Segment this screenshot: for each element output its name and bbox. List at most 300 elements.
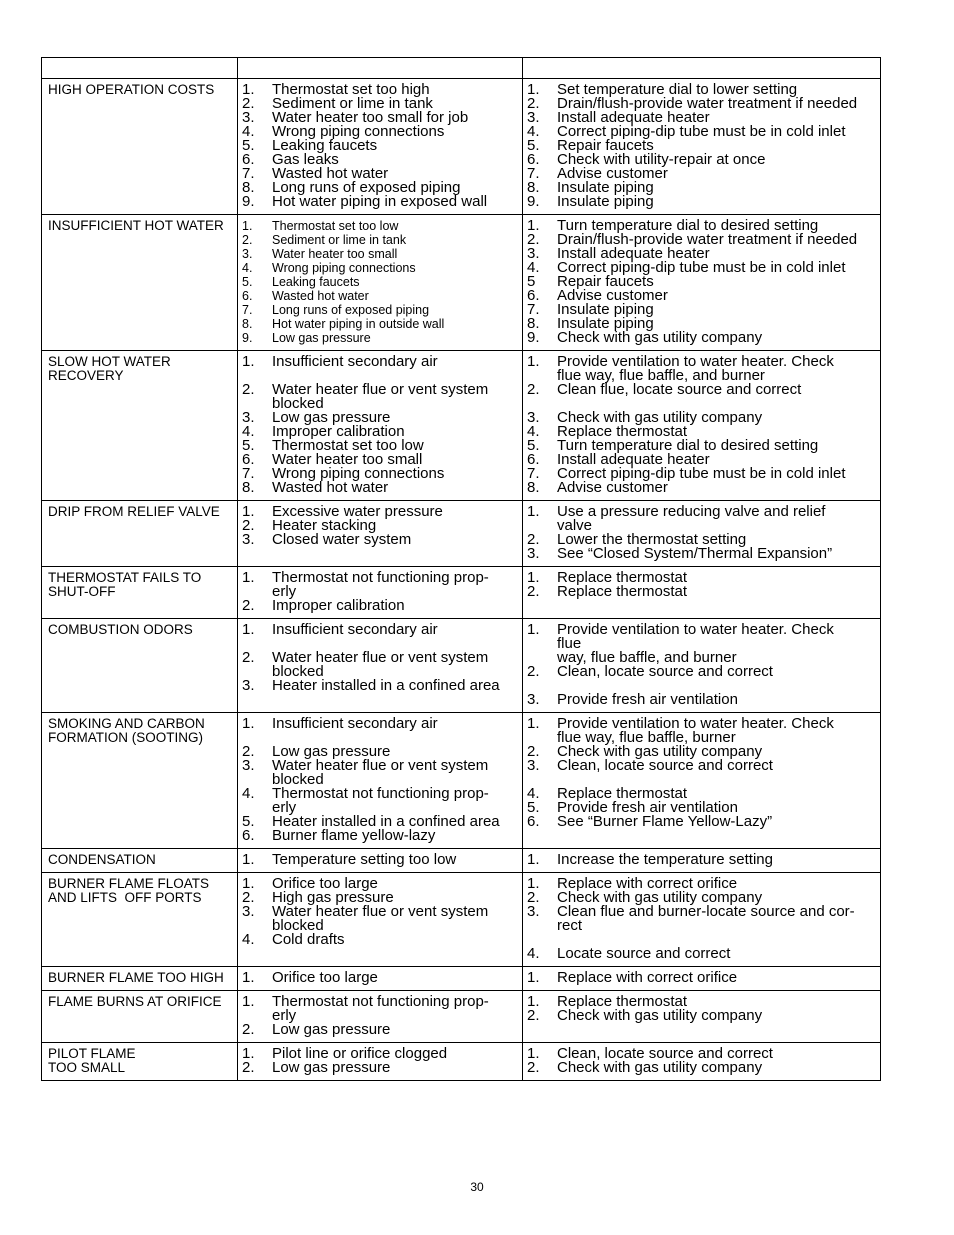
solution-text: way, flue baffle, and burner: [557, 649, 737, 666]
problem-cell: [42, 849, 238, 873]
solution-text: Check with utility-repair at once: [557, 151, 766, 168]
item-number: 3.: [527, 109, 540, 126]
cause-cell: [238, 1043, 523, 1081]
item-number: 1.: [242, 353, 255, 370]
cause-text: Long runs of exposed piping: [272, 303, 430, 317]
table-row: [42, 79, 881, 215]
item-number: 6.: [527, 151, 540, 168]
item-number: 6.: [242, 289, 253, 303]
table-row: [42, 619, 881, 713]
cause-item: [242, 853, 518, 867]
item-number: 6.: [527, 813, 540, 830]
cause-cell: [238, 991, 523, 1043]
item-number: 2.: [242, 889, 255, 906]
item-number: 1.: [527, 217, 540, 234]
problem-cell: [42, 991, 238, 1043]
cause-item: [242, 247, 518, 261]
cause-text: Hot water piping in exposed wall: [272, 193, 488, 210]
item-number: 2.: [242, 1021, 255, 1038]
solution-item: [527, 665, 876, 679]
solution-item: [527, 947, 876, 961]
cause-item: [242, 289, 518, 303]
solution-text: Turn temperature dial to desired setting: [557, 217, 819, 234]
cause-list: [242, 505, 518, 547]
cause-cell: [238, 967, 523, 991]
item-number: 1.: [242, 969, 255, 986]
solution-list: [527, 1047, 876, 1075]
problem-cell: [42, 967, 238, 991]
item-number: 1.: [527, 715, 540, 732]
cause-list: [242, 623, 518, 693]
solution-item: [527, 971, 876, 985]
item-number: 3.: [242, 531, 255, 548]
cause-text: Hot water piping in outside wall: [272, 317, 445, 331]
cause-cell: [238, 501, 523, 567]
item-number: [527, 919, 557, 933]
item-number: 1.: [242, 621, 255, 638]
solution-text: Provide ventilation to water heater. Check: [557, 715, 834, 732]
item-number: 3.: [527, 757, 540, 774]
cause-cell: [238, 849, 523, 873]
problem-label: DRIP FROM RELIEF VALVE: [48, 504, 220, 519]
cause-item: [242, 717, 518, 731]
item-number: 1.: [527, 993, 540, 1010]
cause-text: Thermostat set too high: [272, 81, 430, 98]
item-number: 3.: [242, 677, 255, 694]
solution-cell: [523, 849, 881, 873]
solution-cell: [523, 967, 881, 991]
solution-list: [527, 83, 876, 209]
solution-text: valve: [557, 517, 593, 534]
cause-text: Gas leaks: [272, 151, 339, 168]
item-number: 2.: [527, 583, 540, 600]
solution-list: [527, 877, 876, 961]
table-row: [42, 215, 881, 351]
item-number: 6.: [242, 151, 255, 168]
solution-item: [527, 693, 876, 707]
solution-text: Check with gas utility company: [557, 409, 763, 426]
header-row: [42, 58, 881, 79]
solution-cell: [523, 567, 881, 619]
item-number: 9.: [242, 331, 253, 345]
solution-text: Insulate piping: [557, 179, 654, 196]
cause-item: [242, 533, 518, 547]
solution-text: Repair faucets: [557, 137, 654, 154]
problem-cell: [42, 873, 238, 967]
item-number: 6.: [242, 827, 255, 844]
problem-label: HIGH OPERATION COSTS: [48, 82, 215, 97]
item-number: 3.: [527, 691, 540, 708]
item-number: 4.: [527, 785, 540, 802]
solution-text: Locate source and correct: [557, 945, 731, 962]
item-number: 2.: [242, 95, 255, 112]
cause-text: blocked: [272, 663, 324, 680]
item-number: 9.: [527, 193, 540, 210]
cause-text: Long runs of exposed piping: [272, 179, 461, 196]
cause-text: Thermostat not functioning prop-: [272, 993, 489, 1010]
item-number: 1.: [527, 503, 540, 520]
solution-text: Repair faucets: [557, 273, 654, 290]
problem-cell: [42, 501, 238, 567]
item-number: 4.: [527, 423, 540, 440]
cause-text: Wasted hot water: [272, 165, 389, 182]
item-number: 2.: [527, 1059, 540, 1076]
item-number: 8.: [242, 179, 255, 196]
cause-item: [242, 971, 518, 985]
problem-label: SHUT-OFF: [48, 584, 116, 599]
item-number: 5.: [242, 437, 255, 454]
problem-label: BURNER FLAME TOO HIGH: [48, 970, 224, 985]
page-number: 30: [470, 1180, 484, 1194]
solution-text: Drain/flush-provide water treatment if needed: [557, 95, 858, 112]
item-number: 6.: [527, 287, 540, 304]
header-cell-cause: [238, 58, 523, 79]
solution-text: Provide ventilation to water heater. Check: [557, 621, 834, 638]
cause-item: [242, 355, 518, 369]
solution-item: [527, 759, 876, 773]
cause-text: Cold drafts: [272, 931, 345, 948]
solution-text: Turn temperature dial to desired setting: [557, 437, 819, 454]
cause-text: Improper calibration: [272, 423, 405, 440]
solution-list: [527, 623, 876, 707]
solution-text: Correct piping-dip tube must be in cold inlet: [557, 259, 846, 276]
table-body: [42, 58, 881, 1081]
solution-cell: [523, 991, 881, 1043]
cause-item: [242, 331, 518, 345]
solution-text: rect: [557, 917, 583, 934]
solution-text: Install adequate heater: [557, 451, 710, 468]
item-number: 2.: [527, 889, 540, 906]
cause-text: Closed water system: [272, 531, 412, 548]
item-number: 1.: [527, 851, 540, 868]
table-row: [42, 873, 881, 967]
item-number: 8.: [527, 179, 540, 196]
header-cell-problem: [42, 58, 238, 79]
solution-text: Insulate piping: [557, 193, 654, 210]
solution-text: See “Burner Flame Yellow-Lazy”: [557, 813, 773, 830]
table-row: [42, 501, 881, 567]
item-number: 5.: [242, 813, 255, 830]
problem-label: BURNER FLAME FLOATS: [48, 876, 210, 891]
solution-text: Install adequate heater: [557, 245, 710, 262]
item-number: 5.: [242, 137, 255, 154]
cause-text: Wasted hot water: [272, 289, 369, 303]
cause-text: Water heater flue or vent system: [272, 381, 489, 398]
item-number: 5.: [527, 799, 540, 816]
cause-cell: [238, 713, 523, 849]
cause-list: [242, 995, 518, 1037]
solution-text: Provide ventilation to water heater. Check: [557, 353, 834, 370]
item-number: 1.: [527, 1045, 540, 1062]
table-row: [42, 351, 881, 501]
item-number: 4.: [242, 931, 255, 948]
solution-item: [527, 1061, 876, 1075]
solution-text: Replace thermostat: [557, 993, 688, 1010]
cause-text: Water heater too small: [272, 247, 398, 261]
problem-label: FLAME BURNS AT ORIFICE: [48, 994, 222, 1009]
item-number: [527, 637, 557, 651]
solution-text: Replace with correct orifice: [557, 969, 738, 986]
cause-text: Water heater flue or vent system: [272, 757, 489, 774]
item-number: 1.: [527, 969, 540, 986]
problem-label: THERMOSTAT FAILS TO: [48, 570, 202, 585]
solution-text: Set temperature dial to lower setting: [557, 81, 798, 98]
cause-text: Heater stacking: [272, 517, 377, 534]
cause-text: Thermostat not functioning prop-: [272, 569, 489, 586]
item-number: 1.: [242, 875, 255, 892]
cause-item: [242, 219, 518, 233]
cause-text: High gas pressure: [272, 889, 394, 906]
solution-text: Check with gas utility company: [557, 1007, 763, 1024]
cause-list: [242, 1047, 518, 1075]
solution-item: [527, 331, 876, 345]
cause-text: erly: [272, 799, 297, 816]
item-number: 5.: [527, 437, 540, 454]
item-number: 2.: [527, 743, 540, 760]
item-number: 3.: [527, 245, 540, 262]
solution-list: [527, 853, 876, 867]
solution-text: Replace with correct orifice: [557, 875, 738, 892]
cause-list: [242, 853, 518, 867]
item-number: 8.: [242, 479, 255, 496]
item-number: 2.: [242, 597, 255, 614]
item-number: 7.: [242, 465, 255, 482]
item-number: 4.: [527, 259, 540, 276]
cause-item: [242, 303, 518, 317]
cause-list: [242, 717, 518, 843]
problem-label: RECOVERY: [48, 368, 124, 383]
solution-text: Clean, locate source and correct: [557, 663, 773, 680]
solution-item: [527, 815, 876, 829]
solution-list: [527, 219, 876, 345]
solution-text: Advise customer: [557, 165, 668, 182]
cause-text: Wrong piping connections: [272, 123, 445, 140]
item-number: 4.: [527, 945, 540, 962]
problem-cell: [42, 619, 238, 713]
solution-text: flue: [557, 635, 582, 652]
item-number: 7.: [242, 303, 253, 317]
solution-text: Drain/flush-provide water treatment if needed: [557, 231, 858, 248]
cause-text: Wrong piping connections: [272, 261, 416, 275]
item-number: 7.: [527, 301, 540, 318]
cause-text: Low gas pressure: [272, 1021, 391, 1038]
solution-text: Install adequate heater: [557, 109, 710, 126]
cause-text: Insufficient secondary air: [272, 715, 438, 732]
solution-text: Check with gas utility company: [557, 1059, 763, 1076]
cause-list: [242, 877, 518, 947]
cause-text: Low gas pressure: [272, 409, 391, 426]
item-number: 1.: [527, 569, 540, 586]
solution-text: Insulate piping: [557, 315, 654, 332]
cause-text: Improper calibration: [272, 597, 405, 614]
solution-list: [527, 505, 876, 561]
cause-list: [242, 571, 518, 613]
item-number: 2.: [527, 663, 540, 680]
cause-text: Water heater flue or vent system: [272, 903, 489, 920]
solution-text: flue way, flue baffle, burner: [557, 729, 736, 746]
problem-label: FORMATION (SOOTING): [48, 730, 203, 745]
cause-item: [242, 481, 518, 495]
solution-text: Replace thermostat: [557, 785, 688, 802]
item-number: 2.: [242, 233, 253, 247]
cause-text: Water heater too small for job: [272, 109, 469, 126]
solution-item: [527, 919, 876, 933]
solution-text: Clean, locate source and correct: [557, 1045, 773, 1062]
cause-cell: [238, 619, 523, 713]
problem-label: TOO SMALL: [48, 1060, 126, 1075]
cause-item: [242, 599, 518, 613]
item-number: 3.: [242, 409, 255, 426]
solution-text: Replace thermostat: [557, 423, 688, 440]
item-number: 7.: [242, 165, 255, 182]
item-number: 2.: [242, 517, 255, 534]
solution-text: Replace thermostat: [557, 583, 688, 600]
problem-label: AND LIFTS OFF PORTS: [48, 890, 202, 905]
cause-text: Sediment or lime in tank: [272, 95, 433, 112]
item-number: 2.: [527, 1007, 540, 1024]
solution-list: [527, 571, 876, 599]
cause-text: Wasted hot water: [272, 479, 389, 496]
item-number: 5: [527, 273, 536, 290]
cause-text: erly: [272, 1007, 297, 1024]
item-number: 3.: [527, 545, 540, 562]
cause-item: [242, 317, 518, 331]
solution-list: [527, 995, 876, 1023]
cause-text: blocked: [272, 395, 324, 412]
cause-text: Burner flame yellow-lazy: [272, 827, 436, 844]
cause-text: Low gas pressure: [272, 743, 391, 760]
cause-item: [242, 195, 518, 209]
item-number: 1.: [242, 81, 255, 98]
cause-text: Water heater too small: [272, 451, 423, 468]
solution-item: [527, 853, 876, 867]
item-number: 3.: [242, 247, 253, 261]
cause-text: Leaking faucets: [272, 137, 378, 154]
solution-text: Correct piping-dip tube must be in cold inlet: [557, 123, 846, 140]
cause-text: Temperature setting too low: [272, 851, 457, 868]
item-number: 3.: [242, 757, 255, 774]
cause-list: [242, 355, 518, 495]
cause-text: Thermostat set too low: [272, 437, 424, 454]
cause-text: Low gas pressure: [272, 331, 371, 345]
table-row: [42, 849, 881, 873]
solution-list: [527, 971, 876, 985]
item-number: 4.: [242, 261, 253, 275]
cause-item: [242, 261, 518, 275]
problem-cell: [42, 79, 238, 215]
solution-cell: [523, 215, 881, 351]
solution-item: [527, 547, 876, 561]
item-number: 5.: [527, 137, 540, 154]
item-number: 8.: [242, 317, 253, 331]
item-number: 1.: [242, 503, 255, 520]
table-row: [42, 713, 881, 849]
cause-cell: [238, 873, 523, 967]
solution-item: [527, 383, 876, 397]
problem-label: PILOT FLAME: [48, 1046, 136, 1061]
cause-text: Heater installed in a confined area: [272, 813, 500, 830]
item-number: 6.: [242, 451, 255, 468]
solution-text: Use a pressure reducing valve and relief: [557, 503, 826, 520]
item-number: 6.: [527, 451, 540, 468]
item-number: 1.: [527, 81, 540, 98]
item-number: 1.: [242, 993, 255, 1010]
item-number: 9.: [527, 329, 540, 346]
item-number: 3.: [242, 903, 255, 920]
item-number: 2.: [527, 531, 540, 548]
cause-cell: [238, 351, 523, 501]
solution-item: [527, 195, 876, 209]
solution-text: Clean, locate source and correct: [557, 757, 773, 774]
problem-cell: [42, 567, 238, 619]
solution-text: flue way, flue baffle, and burner: [557, 367, 765, 384]
cause-item: [242, 829, 518, 843]
item-number: 1.: [242, 715, 255, 732]
cause-text: Low gas pressure: [272, 1059, 391, 1076]
item-number: 9.: [242, 193, 255, 210]
item-number: 2.: [527, 381, 540, 398]
cause-list: [242, 219, 518, 345]
cause-text: Thermostat set too low: [272, 219, 399, 233]
solution-text: Lower the thermostat setting: [557, 531, 747, 548]
item-number: 4.: [242, 423, 255, 440]
solution-text: Check with gas utility company: [557, 329, 763, 346]
solution-text: Clean flue, locate source and correct: [557, 381, 802, 398]
solution-cell: [523, 501, 881, 567]
item-number: 2.: [242, 743, 255, 760]
cause-item: [242, 933, 518, 947]
cause-item: [242, 233, 518, 247]
cause-cell: [238, 215, 523, 351]
item-number: 2.: [527, 231, 540, 248]
solution-item: [527, 481, 876, 495]
cause-item: [242, 275, 518, 289]
cause-cell: [238, 79, 523, 215]
cause-item: [242, 623, 518, 637]
table-row: [42, 1043, 881, 1081]
solution-item: [527, 1009, 876, 1023]
solution-text: Advise customer: [557, 287, 668, 304]
solution-text: Provide fresh air ventilation: [557, 799, 738, 816]
solution-cell: [523, 79, 881, 215]
cause-text: Thermostat not functioning prop-: [272, 785, 489, 802]
cause-text: blocked: [272, 917, 324, 934]
item-number: 3.: [242, 109, 255, 126]
item-number: 1.: [527, 621, 540, 638]
item-number: 2.: [242, 1059, 255, 1076]
item-number: 3.: [527, 903, 540, 920]
cause-text: Orifice too large: [272, 875, 378, 892]
cause-list: [242, 83, 518, 209]
cause-text: Heater installed in a confined area: [272, 677, 500, 694]
problem-label: COMBUSTION ODORS: [48, 622, 193, 637]
solution-cell: [523, 1043, 881, 1081]
item-number: 1.: [242, 1045, 255, 1062]
cause-text: Insufficient secondary air: [272, 621, 438, 638]
solution-text: Provide fresh air ventilation: [557, 691, 738, 708]
cause-text: Water heater flue or vent system: [272, 649, 489, 666]
solution-text: Replace thermostat: [557, 569, 688, 586]
cause-text: Pilot line or orifice clogged: [272, 1045, 448, 1062]
item-number: 2.: [527, 95, 540, 112]
cause-text: blocked: [272, 771, 324, 788]
item-number: 2.: [242, 381, 255, 398]
item-number: 1.: [242, 219, 253, 233]
solution-list: [527, 717, 876, 829]
cause-text: Wrong piping connections: [272, 465, 445, 482]
item-number: 3.: [527, 409, 540, 426]
solution-text: Advise customer: [557, 479, 668, 496]
